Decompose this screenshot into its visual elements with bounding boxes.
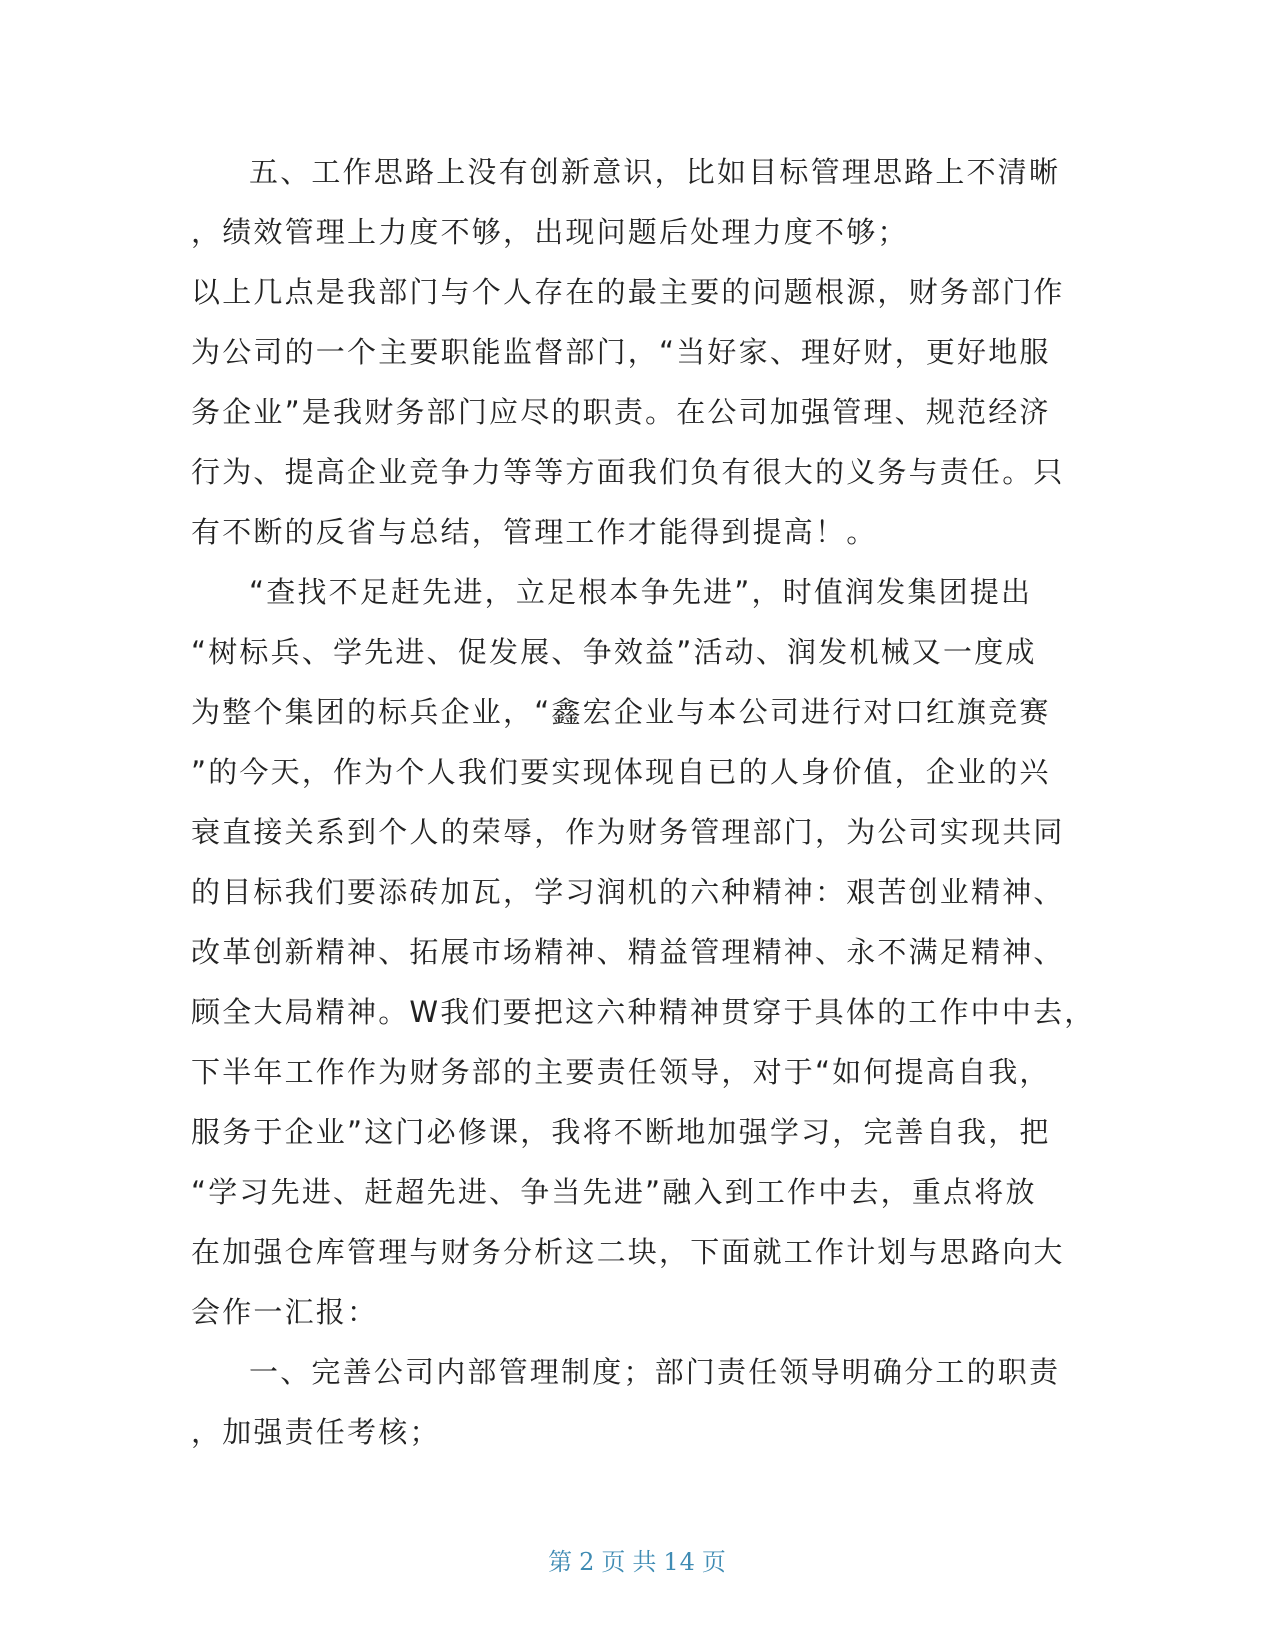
page-number: 2 (579, 1548, 596, 1576)
footer-page-word: 页 (601, 1548, 627, 1576)
paragraph-line: 在加强仓库管理与财务分析这二块，下面就工作计划与思路向大 (191, 1235, 1065, 1269)
total-pages: 14 (663, 1548, 696, 1576)
paragraph-line: 衰直接关系到个人的荣辱，作为财务管理部门，为公司实现共同 (191, 815, 1065, 849)
paragraph-line: 五、工作思路上没有创新意识，比如目标管理思路上不清晰 (249, 155, 1061, 189)
footer-prefix: 第 (548, 1548, 574, 1576)
document-body (191, 142, 1096, 1462)
paragraph-line: 行为、提高企业竞争力等等方面我们负有很大的义务与责任。只 (191, 455, 1065, 489)
paragraph-line: 改革创新精神、拓展市场精神、精益管理精神、永不满足精神、 (191, 935, 1065, 969)
paragraph-line: “查找不足赶先进，立足根本争先进”，时值润发集团提出 (249, 575, 1033, 609)
footer-total-word: 共 (632, 1548, 658, 1576)
paragraph-line: ”的今天，作为个人我们要实现体现自已的人身价值，企业的兴 (191, 755, 1051, 789)
paragraph-line: 为整个集团的标兵企业，“鑫宏企业与本公司进行对口红旗竞赛 (191, 695, 1051, 729)
paragraph-line: “学习先进、赶超先进、争当先进”融入到工作中去，重点将放 (191, 1175, 1037, 1209)
paragraph-line: 服务于企业”这门必修课，我将不断地加强学习，完善自我，把 (191, 1115, 1051, 1149)
paragraph-line: ，绩效管理上力度不够，出现问题后处理力度不够； (191, 215, 909, 249)
paragraph-line: ，加强责任考核； (191, 1415, 441, 1449)
paragraph-line: 会作一汇报： (191, 1295, 379, 1329)
paragraph-line: 一、完善公司内部管理制度；部门责任领导明确分工的职责 (249, 1355, 1061, 1389)
paragraph-line: 有不断的反省与总结，管理工作才能得到提高！。 (191, 515, 878, 549)
paragraph-line: “树标兵、学先进、促发展、争效益”活动、润发机械又一度成 (191, 635, 1037, 669)
paragraph-line: 的目标我们要添砖加瓦，学习润机的六种精神：艰苦创业精神、 (191, 875, 1065, 909)
paragraph-line: 下半年工作作为财务部的主要责任领导，对于“如何提高自我， (191, 1055, 1051, 1089)
footer-page-word-2: 页 (701, 1548, 727, 1576)
paragraph-line: 为公司的一个主要职能监督部门，“当好家、理好财，更好地服 (191, 335, 1051, 369)
paragraph-line: 顾全大局精神。W我们要把这六种精神贯穿于具体的工作中中去， (191, 995, 1096, 1029)
paragraph-line: 务企业”是我财务部门应尽的职责。在公司加强管理、规范经济 (191, 395, 1051, 429)
page-footer (0, 1542, 1275, 1577)
paragraph-line: 以上几点是我部门与个人存在的最主要的问题根源，财务部门作 (191, 275, 1065, 309)
